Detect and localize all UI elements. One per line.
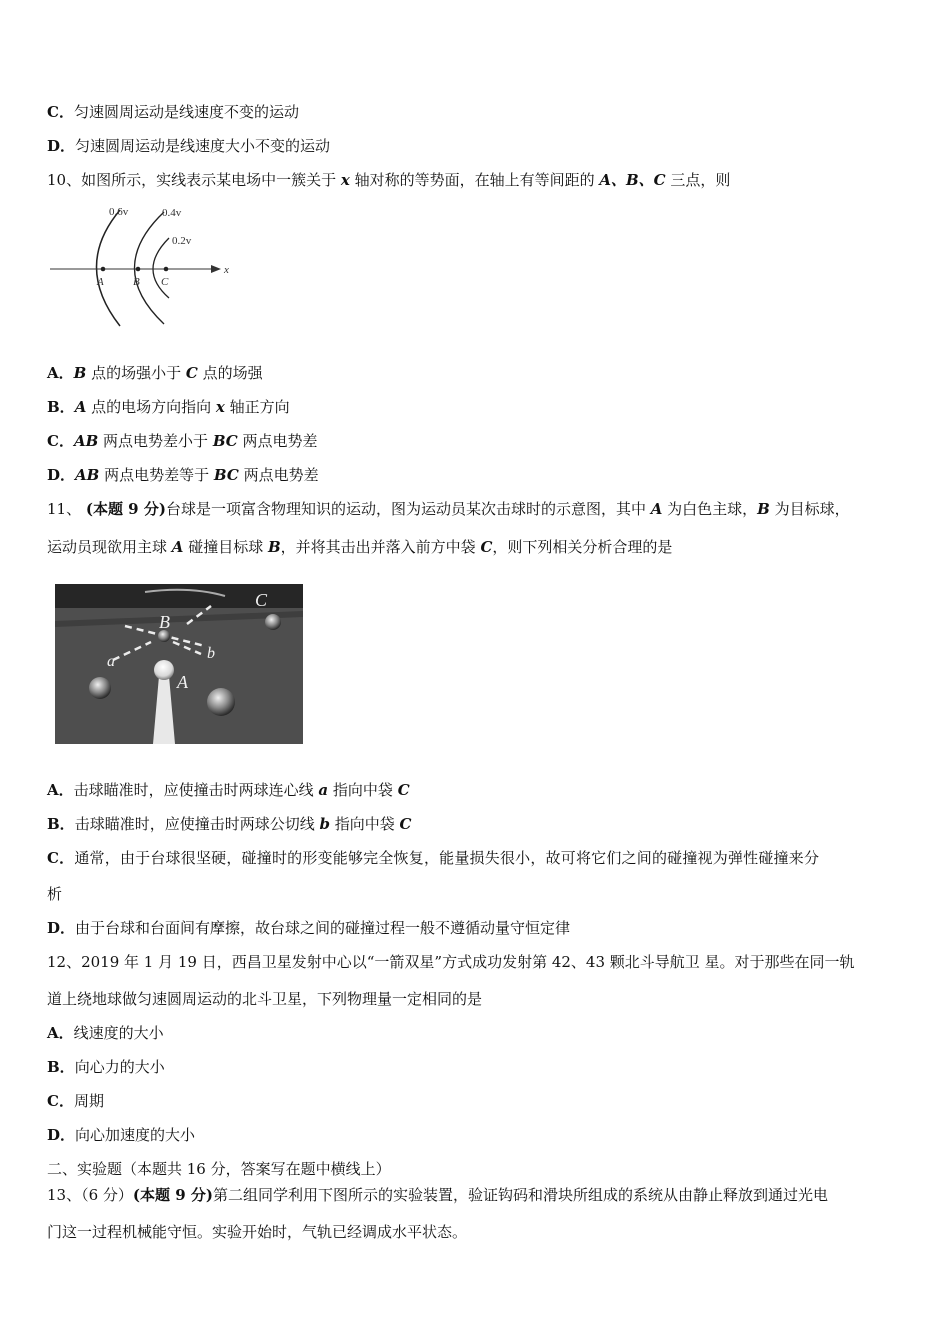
stem-text: 轴对称的等势面，在轴上有等间距的 (349, 171, 600, 189)
label-0.4v: 0.4v (162, 207, 182, 219)
question-number: 13、（6 分） (47, 1186, 133, 1204)
stem-text: 门这一过程机械能守恒。实验开始时，气轨已经调成水平状态。 (47, 1223, 468, 1241)
point-a (101, 267, 106, 272)
q12-stem-line2 (47, 989, 482, 1009)
stem-text: 运动员现欲用主球 (47, 538, 172, 556)
stem-text: 三点，则 (665, 171, 731, 189)
option-text: 点的场强 (197, 364, 263, 382)
q9-option-d (47, 136, 330, 156)
option-label: D． (47, 137, 76, 155)
var: BC (212, 432, 238, 450)
option-label: C． (47, 1092, 74, 1110)
option-text: 向心加速度的大小 (75, 1126, 196, 1144)
var: x (215, 398, 225, 416)
photo-label-a-line: a (107, 653, 115, 670)
option-label: A． (47, 781, 74, 799)
option-text: 两点电势差等于 (99, 466, 214, 484)
ball-right (207, 688, 235, 716)
var: AB (75, 466, 100, 484)
option-label: D． (47, 466, 76, 484)
label-b: B (133, 276, 140, 288)
option-label: C． (47, 849, 75, 867)
var-x: x (340, 171, 350, 189)
stem-text: 为目标球， (769, 500, 850, 518)
var: a (318, 781, 329, 799)
ball-top-right (265, 614, 281, 630)
q11-option-d (47, 918, 570, 938)
option-text: 线速度的大小 (73, 1024, 164, 1042)
option-text: 向心力的大小 (74, 1058, 165, 1076)
option-text: 周期 (73, 1092, 104, 1110)
option-text: 匀速圆周运动是线速度大小不变的运动 (75, 137, 331, 155)
option-text: 两点电势差小于 (98, 432, 213, 450)
option-text: 析 (47, 885, 63, 903)
option-text: 指向中袋 (329, 815, 400, 833)
option-label: D． (47, 1126, 76, 1144)
option-label: B． (47, 398, 75, 416)
var: AB (73, 432, 99, 450)
score-tag: (本题 9 分) (132, 1186, 213, 1204)
option-text: 击球瞄准时，应使撞击时两球公切线 (74, 815, 320, 833)
option-text: 点的场强小于 (86, 364, 186, 382)
q10-option-c (47, 431, 318, 451)
q13-stem-line2 (47, 1222, 467, 1242)
var: BC (213, 466, 239, 484)
option-text: 通常，由于台球很坚硬，碰撞时的形变能够完全恢复，能量损失很小，故可将它们之间的碰撞视为弹性碰撞来分 (74, 849, 820, 867)
q12-stem-line1 (47, 952, 855, 972)
var: B (757, 500, 770, 518)
option-text: 击球瞄准时，应使撞击时两球连心线 (73, 781, 319, 799)
var: A (74, 398, 87, 416)
label-0.2v: 0.2v (172, 235, 192, 247)
photo-label-b-line: b (207, 645, 215, 662)
point-c (164, 267, 169, 272)
stem-text: ，则下列相关分析合理的是 (492, 538, 673, 556)
option-text: 点的电场方向指向 (86, 398, 216, 416)
stem-text: 10、如图所示，实线表示某电场中一簇关于 (47, 171, 341, 189)
q11-stem-line2 (47, 537, 672, 557)
score-tag: (本题 9 分) (85, 500, 166, 518)
var: C (480, 538, 493, 556)
option-label: A． (47, 1024, 74, 1042)
x-axis-arrow (211, 265, 221, 273)
q10-option-d (47, 465, 319, 485)
var: C (185, 364, 198, 382)
axis-label-x: x (224, 264, 229, 276)
var: C (397, 781, 410, 799)
q12-option-d (47, 1125, 195, 1145)
stem-text: 道上绕地球做匀速圆周运动的北斗卫星，下列物理量一定相同的是 (47, 990, 483, 1008)
q10-stem (47, 170, 730, 190)
q13-stem-line1 (47, 1185, 828, 1205)
q12-option-c (47, 1091, 104, 1111)
photo-label-a: A (177, 672, 188, 692)
q9-option-c (47, 102, 299, 122)
cue-ball-a (154, 660, 174, 680)
option-text: 匀速圆周运动是线速度不变的运动 (73, 103, 299, 121)
q11-option-a (47, 780, 410, 800)
option-label: D． (47, 919, 76, 937)
q12-option-b (47, 1057, 165, 1077)
q10-option-a (47, 363, 263, 383)
equipotential-0.6v (97, 210, 121, 326)
q10-option-b (47, 397, 290, 417)
section-title-text: 二、实验题（本题共 16 分，答案写在题中横线上） (47, 1160, 391, 1178)
point-b (136, 267, 141, 272)
q11-stem-line1 (47, 499, 850, 519)
q11-option-c-cont (47, 884, 62, 904)
billiards-photo (55, 584, 303, 744)
option-label: A． (47, 364, 74, 382)
stem-text: 12、2019 年 1 月 19 日，西昌卫星发射中心以“一箭双星”方式成功发射第 42、43 颗北斗导航卫 星。对于那些在同一轨 (47, 953, 855, 971)
var: B (267, 538, 281, 556)
label-0.6v: 0.6v (109, 206, 129, 218)
option-text: 由于台球和台面间有摩擦，故台球之间的碰撞过程一般不遵循动量守恒定律 (75, 919, 571, 937)
q11-option-c (47, 848, 819, 868)
var: B (73, 364, 87, 382)
option-text: 两点电势差 (237, 432, 318, 450)
question-number: 11、 (47, 500, 86, 518)
option-text: 两点电势差 (238, 466, 319, 484)
option-text: 指向中袋 (328, 781, 398, 799)
var: b (319, 815, 330, 833)
q11-option-b (47, 814, 411, 834)
points-abc: A、B、C (599, 171, 666, 189)
section-title (47, 1159, 391, 1179)
equipotential-figure (45, 200, 245, 332)
stem-text: 台球是一项富含物理知识的运动，图为运动员某次击球时的示意图，其中 (165, 500, 651, 518)
photo-label-b: B (159, 612, 170, 632)
label-a: A (97, 276, 104, 288)
option-label: C． (47, 103, 74, 121)
photo-label-c: C (255, 590, 268, 610)
option-label: B． (47, 815, 75, 833)
option-text: 轴正方向 (224, 398, 290, 416)
stem-text: 碰撞目标球 (183, 538, 268, 556)
stem-text: ，并将其击出并落入前方中袋 (280, 538, 481, 556)
ball-left (89, 677, 111, 699)
option-label: B． (47, 1058, 75, 1076)
label-c: C (161, 276, 169, 288)
stem-text: 为白色主球， (662, 500, 758, 518)
option-label: C． (47, 432, 74, 450)
q12-option-a (47, 1023, 164, 1043)
var: A (650, 500, 663, 518)
var: A (171, 538, 184, 556)
var: C (399, 815, 412, 833)
stem-text: 第二组同学利用下图所示的实验装置，验证钩码和滑块所组成的系统从由静止释放到通过光电 (212, 1186, 828, 1204)
